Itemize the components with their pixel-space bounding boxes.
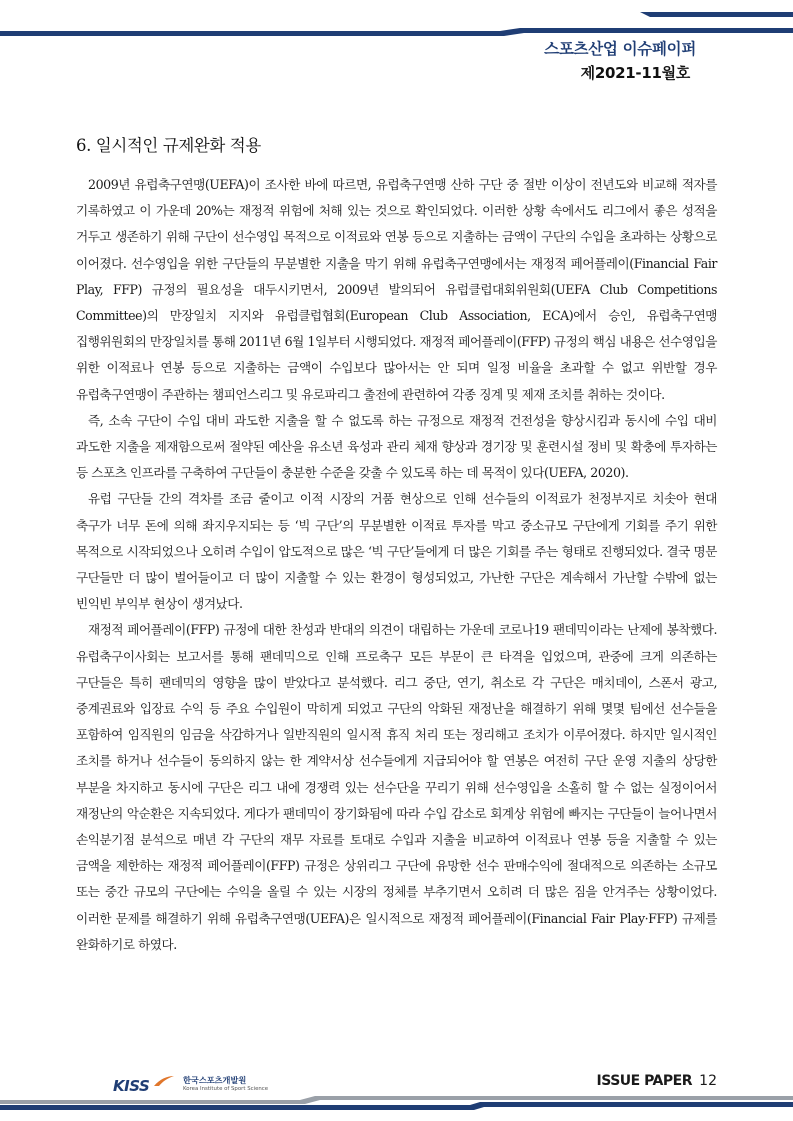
paragraph: 2009년 유럽축구연맹(UEFA)이 조사한 바에 따르면, 유럽축구연맹 산하 구단 중 절반 이상이 전년도와 비교해 적자를 기록하였고 이 가운데 20%는 재정적 위험에 처해 있는 것으로 확인되었다. 이러한 상황 속에서도 리그에서 좋은 성적을 거두고 생존하기 위해 구단이 선수영입 목적으로 이적료와 연봉 등으로 지출하는 금액이 구단의 수입을 초과하는 상황으로 이어졌다. 선수영입을 위한 구단들의 무분별한 지출을 막기 위해 유럽축구연맹에서는 재정적 페어플레이(Financial Fair Play, FFP) 규정의 필요성을 대두시키면서, 2009년 발의되어 유럽클럽대회위원회(UEFA Club Competitions Committee)의 만장일치 지지와 유럽클럽협회(European Club Association, ECA)에서 승인, 유럽축구연맹 집행위원회의 만장일치를 통해 2011년 6월 1일부터 시행되었다. 재정적 페어플레이(FFP) 규정의 핵심 내용은 선수영입을 위한 이적료나 연봉 등으로 지출하는 금액이 수입보다 많아서는 안 되며 일정 비율을 초과할 수 없고 위반할 경우 유럽축구연맹이 주관하는 챔피언스리그 및 유로파리그 출전에 관련하여 각종 징계 및 제재 조치를 취하는 것이다.: [76, 177, 717, 402]
body-text: [76, 172, 717, 958]
logo-english: Korea Institute of Sport Science: [183, 1086, 269, 1092]
header-decoration: [0, 0, 793, 40]
header-issue: 제2021-11월호: [580, 64, 690, 82]
paragraph: 즉, 소속 구단이 수입 대비 과도한 지출을 할 수 없도록 하는 규정으로 재정적 건전성을 향상시킴과 동시에 수입 대비 과도한 지출을 제재함으로써 절약된 예산을 유소년 육성과 관리 체재 향상과 경기장 및 훈련시설 정비 및 확충에 투자하는 등 스포츠 인프라를 구축하여 구단들이 충분한 수준을 갖출 수 있도록 하는 데 목적이 있다(UEFA, 2020).: [76, 412, 717, 481]
logo-korean: 한국스포츠개발원: [183, 1075, 247, 1085]
page-number: 12: [699, 1073, 717, 1089]
footer-label: ISSUE PAPER: [596, 1073, 692, 1089]
swoosh-icon: [153, 1075, 175, 1087]
section-title: 6. 일시적인 규제완화 적용: [76, 136, 261, 155]
header-title: 스포츠산업 이슈페이퍼: [544, 40, 696, 58]
paragraph: 재정적 페어플레이(FFP) 규정에 대한 찬성과 반대의 의견이 대립하는 가운데 코로나19 팬데믹이라는 난제에 봉착했다. 유럽축구이사회는 보고서를 통해 팬데믹으로 인해 프로축구 모든 부문이 큰 타격을 입었으며, 관중에 크게 의존하는 구단들은 특히 팬데믹의 영향을 많이 받았다고 분석했다. 리그 중단, 연기, 취소로 각 구단은 매치데이, 스폰서 광고, 중계권료와 입장료 수익 등 주요 수입원이 막히게 되었고 구단의 악화된 재정난을 해결하기 위해 몇몇 팀에선 선수들을 포함하여 임직원의 임금을 삭감하거나 일반직원의 일시적 휴직 처리 또는 정리해고 조치가 이루어졌다. 하지만 일시적인 조치를 하거나 선수들이 동의하지 않는 한 계약서상 선수들에게 지급되어야 할 연봉은 여전히 구단 운영 지출의 상당한 부분을 차지하고 동시에 구단은 리그 내에 경쟁력 있는 선수단을 꾸리기 위해 선수영입을 소홀히 할 수 없는 실정이어서 재정난의 악순환은 지속되었다. 게다가 팬데믹이 장기화됨에 따라 수입 감소로 회계상 위험에 빠지는 구단들이 늘어나면서 손익분기점 분석으로 매년 각 구단의 재무 자료를 토대로 수입과 지출을 비교하여 이적료나 연봉 등을 지출할 수 있는 금액을 제한하는 재정적 페어플레이(FFP) 규정은 상위리그 구단에 유망한 선수 판매수익에 절대적으로 의존하는 소규모 또는 중간 규모의 구단에는 수익을 올릴 수 있는 시장의 정체를 부추기면서 오히려 더 많은 짐을 안겨주는 상황이었다. 이러한 문제를 해결하기 위해 유럽축구연맹(UEFA)은 일시적으로 재정적 페어플레이(Financial Fair Play·FFP) 규제를 완화하기로 하였다.: [76, 622, 717, 952]
paragraph: 유럽 구단들 간의 격차를 조금 줄이고 이적 시장의 거품 현상으로 인해 선수들의 이적료가 천정부지로 치솟아 현대 축구가 너무 돈에 의해 좌지우지되는 등 ‘빅 구단’의 무분별한 이적료 투자를 막고 중소규모 구단에게 기회를 주기 위한 목적으로 시작되었으나 오히려 수입이 압도적으로 많은 ‘빅 구단’들에게 더 많은 기회를 주는 형태로 진행되었다. 결국 명문 구단들만 더 많이 벌어들이고 더 많이 지출할 수 있는 환경이 형성되었고, 가난한 구단은 계속해서 가난할 수밖에 없는 빈익빈 부익부 현상이 생겨났다.: [76, 491, 717, 612]
logo-mark: KISS: [113, 1077, 150, 1095]
